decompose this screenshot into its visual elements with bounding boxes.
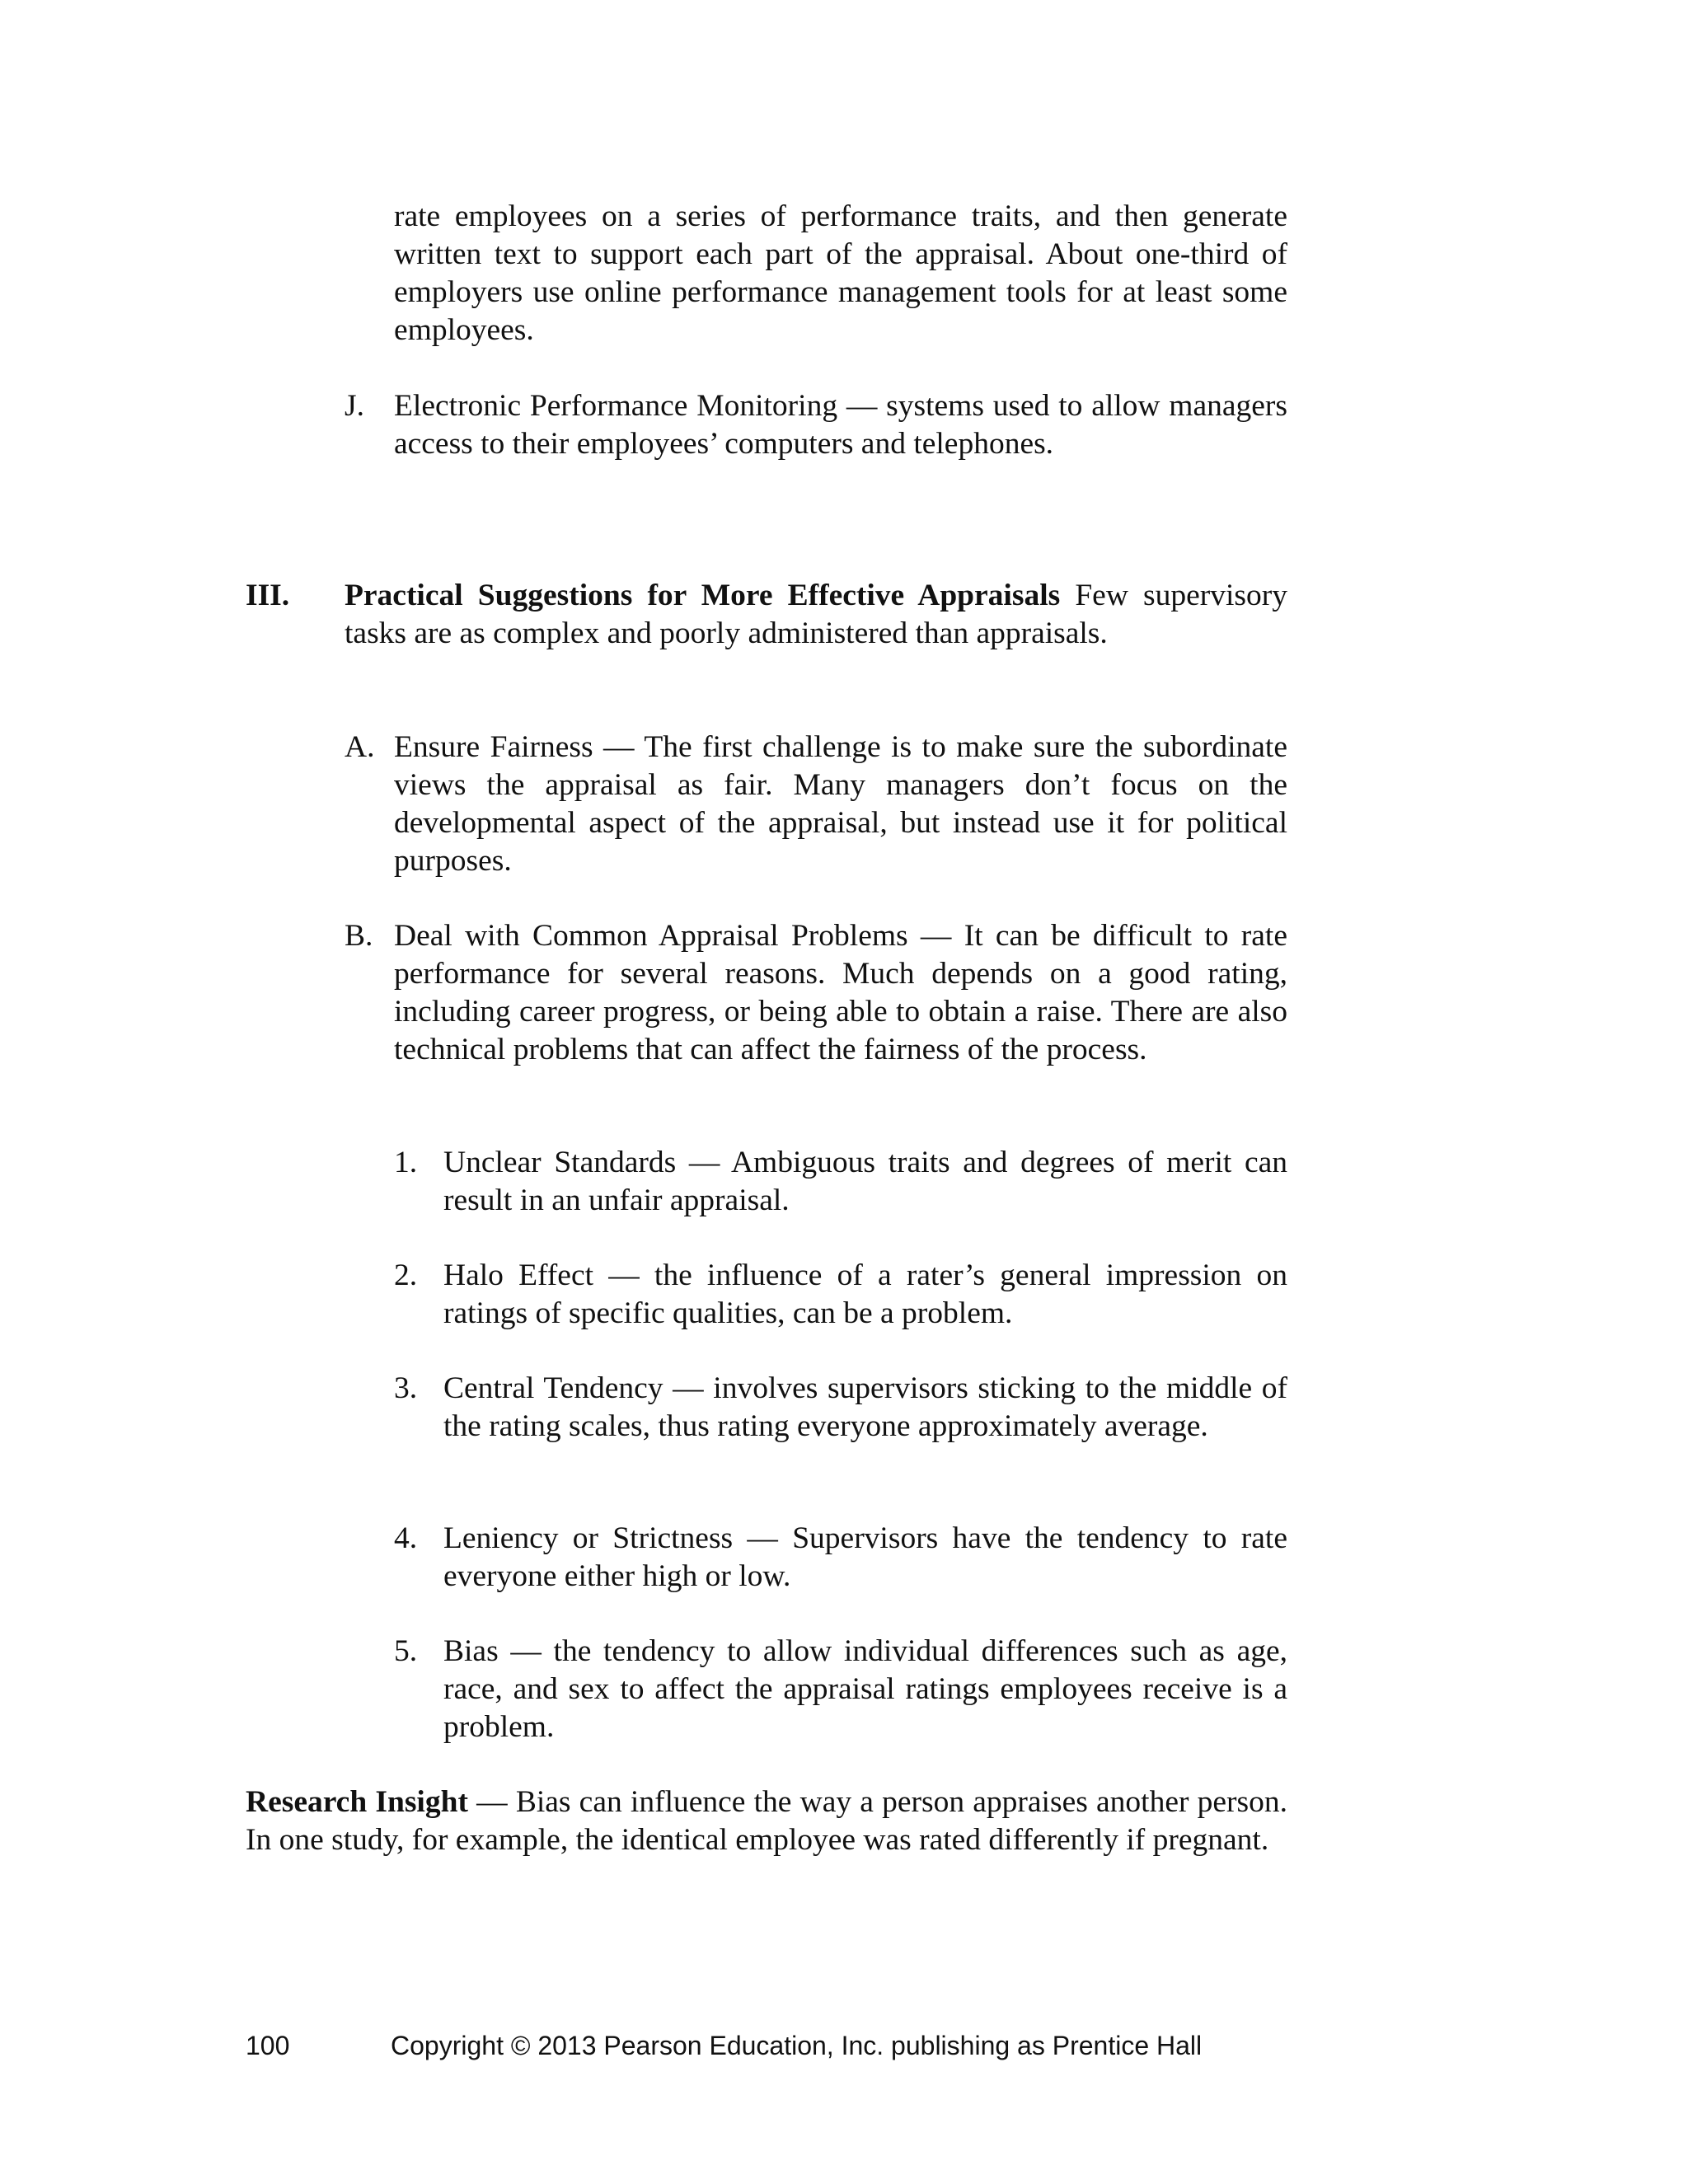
section-iii-numeral: III. (246, 579, 290, 612)
item-b-text: Deal with Common Appraisal Problems — It can be difficult to rate performance for several reasons. Much depends on a good rating, including career progress, or being able to obtain a raise. There are also technical problems that can affect the fairness of the process. (394, 919, 1287, 1066)
section-iii-paragraph (345, 577, 1287, 653)
item-b-marker: B. (345, 919, 373, 953)
research-insight-text: — Bias can influence the way a person appraises another person. In one study, for example, the identical employee was rated differently if pregnant. (246, 1785, 1287, 1857)
item-j-marker: J. (345, 389, 364, 423)
section-iii-heading: Practical Suggestions for More Effective Appraisals (345, 579, 1061, 612)
problem-1-marker: 1. (394, 1146, 418, 1179)
problem-4-text: Leniency or Strictness — Supervisors have the tendency to rate everyone either high or low. (443, 1521, 1287, 1593)
problem-3-text: Central Tendency — involves supervisors sticking to the middle of the rating scales, thus rating everyone approximately average. (443, 1371, 1287, 1443)
problem-3-marker: 3. (394, 1371, 418, 1405)
problem-2-marker: 2. (394, 1258, 418, 1292)
item-a-text: Ensure Fairness — The first challenge is to make sure the subordinate views the appraisal as fair. Many managers don’t focus on the developmental aspect of the appraisal, but instead use it for political purposes. (394, 730, 1287, 878)
problem-2-text: Halo Effect — the influence of a rater’s general impression on ratings of specific qualities, can be a problem. (443, 1258, 1287, 1330)
problem-4-marker: 4. (394, 1521, 418, 1555)
continuation-paragraph: rate employees on a series of performance traits, and then generate written text to support each part of the appraisal. About one-third of employers use online performance management tools for at least some employees. (394, 199, 1287, 347)
problem-5-marker: 5. (394, 1634, 418, 1668)
problem-5-text: Bias — the tendency to allow individual differences such as age, race, and sex to affect the appraisal ratings employees receive is a problem. (443, 1634, 1287, 1744)
copyright-notice: Copyright © 2013 Pearson Education, Inc. publishing as Prentice Hall (391, 2031, 1203, 2060)
section-iii-intro: Few supervisory tasks are as complex and poorly administered than appraisals. (345, 579, 1287, 650)
page-number: 100 (246, 2031, 290, 2060)
research-insight-paragraph (246, 1783, 1287, 1859)
item-a-marker: A. (345, 730, 375, 764)
item-j-text: Electronic Performance Monitoring — systems used to allow managers access to their employees’ computers and telephones. (394, 389, 1287, 461)
problem-1-text: Unclear Standards — Ambiguous traits and degrees of merit can result in an unfair appraisal. (443, 1146, 1287, 1217)
research-insight-label: Research Insight (246, 1785, 468, 1819)
